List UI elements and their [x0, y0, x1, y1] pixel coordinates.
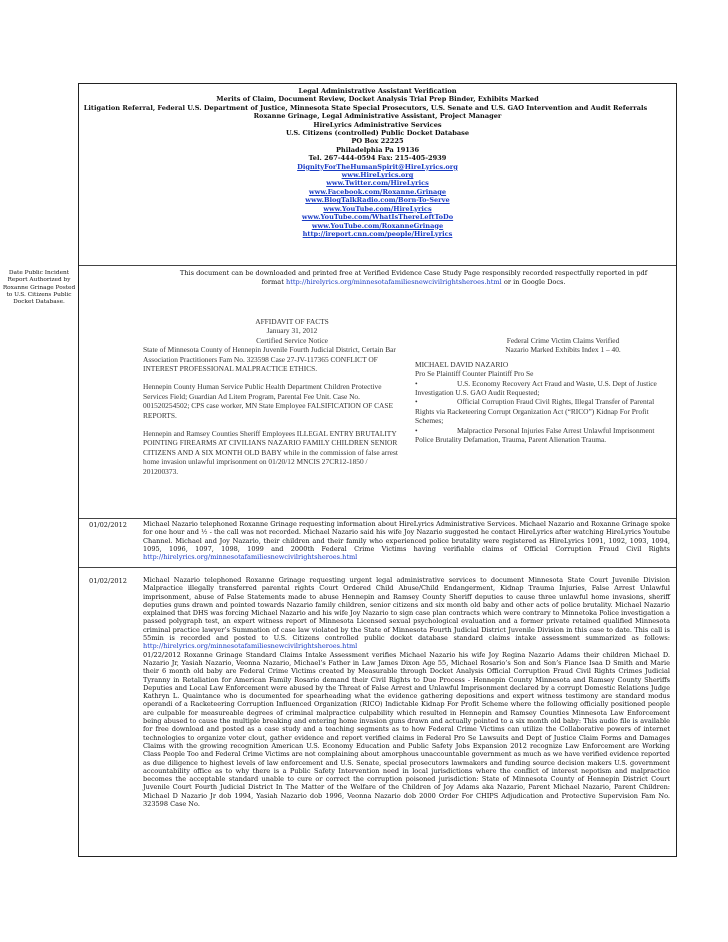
header-line: Litigation Referral, Federal U.S. Department of Justice, Minnesota State Special Prosecutors, U.S. Senate and U.S. GAO Intervention and Audit Referrals — [83, 103, 648, 112]
youtube-link[interactable]: www.YouTube.com/HireLyrics — [323, 204, 432, 213]
website-link[interactable]: www.HireLyrics.org — [341, 171, 414, 180]
header-line: Tel. 267-444-0594 Fax: 215-405-2939 — [308, 154, 447, 163]
claims-subtitle: Nazario Marked Exhibits Index 1 – 40. — [505, 345, 621, 355]
plaintiff-name: MICHAEL DAVID NAZARIO — [415, 359, 509, 369]
cnn-ireport-link[interactable]: http://ireport.cnn.com/people/HireLyrics — [302, 229, 453, 238]
divider — [79, 518, 676, 519]
entry-date: 01/02/2012 — [89, 577, 128, 585]
entry-link[interactable]: http://hirelyrics.org/minnesotafamiliesnewcivilrightsheroes.html — [143, 642, 358, 651]
entry-text: Michael Nazario telephoned Roxanne Grinage requesting urgent legal administrative services to document Minnesota State Court Juvenile Division Malpractice illegally transferred parental rights Court Ordered Child Abuse/Child Endangerment, Kidnap Trauma Injuries, False Arrest Unlawful imprisonment, abuse of False Statements made to abuse Hennepin and Ramsey County Sheriff deputies to cause three unlawful home invasions, sheriff deputies guns drawn and pointed towards Nazario family children, senior citizens and six month old baby and other acts of police brutality. Michael Nazario explained that DHS was forcing Michael Nazario and his wife Joy Nazario to sign case plan contracts which were contrary to Minnetoka Police investigation a passed polygraph test, an expert witness report of Minnesota Licensed sexual psychological evaluation and a former private retained qualified Minnesota criminal practice lawyer’s Summation of case law violated by the State of Minnesota Fourth Judicial District Juvenile Division in this case to date. This call is 55min is recorded and posted to U.S. Citizens controlled public docket database standard claims intake assessment summarized as follows: — [143, 576, 670, 643]
claim-bullet: • U.S. Economy Recovery Act Fraud and Waste, U.S. Dept of Justice Investigation U.S. GAO Audit Requested; — [415, 378, 657, 398]
log-entry — [143, 576, 670, 808]
entry-text: 01/22/2012 Roxanne Grinage Standard Claims Intake Assessment verifies Michael Nazario his wife Joy Regina Nazario Adams their children Michael D. Nazario Jr, Yasiah Nazario, Veonna Nazario, Michael’s Father in Law James Dixon Age 55, Michael Rosario’s Son and Son’s Fiance Isaa D Smith and Marie their 6 month old baby are Federal Crime Victims created by Measurable through Docket Analysis Official Corruption Fraud Civil Rights Crimes Judicial Tyranny in Retaliation for American Family Rosario demand their Civil Rights to Due Process - Hennepin County Minnesota and Ramsey County Sheriffs Deputies and Local Law Enforcement were abused by the Threat of False Arrest and Unlawful Imprisonment declared by a corrupt Domestic Relations Judge Kathryn L. Quaintance who is documented for spearheading what the evidence gathering depositions and expert witness testimony are standard modus operandi of a Racketeering Corruption Influenced Organization (RICO) Indictable Kidnap For Profit Scheme where the following officially positioned people are culpable for measureable degrees of criminal malpractice culpability which resulted in Hennepin and Ramsey Counties Minnesota Law Enforcement being abused to cause the multiple breaking and entering home invasion guns drawn and actually pointed to a six month old baby: This audio file is available for free download and posted as a case study and a teaching segments as to how Federal Crime Victims can utilize the Collaborative powers of internet technologies to organize voter clout, gather evidence and report verified claims in Federal Pro Se Lawsuits and Dept of Justice Claim Forms and Damages Claims with the growing recognition American U.S. Economy Education and Public Safety Jobs Expansion 2012 recognize Law Enforcement are Working Class People Too and Federal Crime Victims are not complaining about amorphous unaccountable government as much as we have verified evidence reported as due diligence to highest levels of law enforcement and U.S. Senate, special prosecutors lawmakers and funding source decision makers U.S. government accountability office as to why there is a Public Safety Intervention need in local jurisdictions where the conflict of interest nepotism and malpractice becomes the acceptable standard unable to cure or correct the corruption poisoned jurisdiction: State of Minnesota County of Hennepin District Court Juvenile Court Fourth Judicial District In The Matter of the Welfare of the Children of Joy Adams aka Nazario, Parent Michael Nazario, Parent Children: Michael D Nazario Jr dob 1994, Yasiah Nazario dob 1996, Veonna Nazario dob 2000 Order For CHIPS Adjudication and Protective Supervision Fam No. 323598 Case No. — [143, 650, 670, 809]
claim-bullet: • Malpractice Personal Injuries False Arrest Unlawful Imprisonment Police Brutality Defamation, Trauma, Parent Alienation Trauma. — [415, 425, 655, 445]
sidebar-note: Date Public Incident Report Authorized by Roxanne Grinage Posted to U.S. Citizens Public Docket Database. — [2, 270, 76, 306]
affidavit-left — [143, 317, 401, 476]
affidavit-title: AFFIDAVIT OF FACTS — [255, 317, 329, 326]
email-link[interactable]: DignityForTheHumanSpirit@HireLyrics.org — [297, 162, 458, 171]
entry-link[interactable]: http://hirelyrics.org/minnesotafamiliesnewcivilrightsheroes.html — [143, 553, 358, 562]
header-line: U.S. Citizens (controlled) Public Docket Database — [285, 129, 470, 138]
download-notice — [171, 269, 656, 287]
blogtalkradio-link[interactable]: www.BlogTalkRadio.com/Born-To-Serve — [305, 196, 450, 205]
plaintiff-role: Pro Se Plaintiff Counter Plaintiff Pro Se — [415, 369, 534, 379]
notice-suffix: or in Google Docs. — [501, 278, 566, 286]
affidavit-service: Certified Service Notice — [256, 335, 328, 345]
header-line: Philadelphia Pa 19136 — [335, 145, 420, 154]
twitter-link[interactable]: www.Twitter.com/HireLyrics — [326, 179, 429, 188]
divider — [79, 567, 676, 568]
entry-date: 01/02/2012 — [89, 521, 128, 529]
document-page — [2, 83, 677, 857]
notice-text: This document can be downloaded and printed free at Verified Evidence Case Study Page responsibly recorded respectfully reported in pdf format — [179, 269, 648, 286]
youtube-link[interactable]: www.YouTube.com/RoxanneGrinage — [311, 221, 444, 230]
header-line: Roxanne Grinage, Legal Administrative Assistant, Project Manager — [253, 112, 502, 121]
affidavit-paragraph: State of Minnesota County of Hennepin Juvenile Fourth Judicial District, Certain Bar Association Practitioners Fam No. 323598 Case 27-JV-117365 CONFLICT OF INTEREST PROFESSIONAL MALPRACTICE ETHICS. — [143, 345, 396, 374]
case-study-link[interactable]: http://hirelyrics.org/minnesotafamiliesnewcivilrightsheroes.html — [285, 278, 502, 286]
claims-title: Federal Crime Victim Claims Verified — [506, 336, 620, 345]
affidavit-paragraph: Hennepin County Human Service Public Health Department Children Protective Services Field; Guardian Ad Litem Program, Parental Fee Unit. Case No. 001520254502; CPS case worker, MN State Employee FALSIFICATION OF CASE REPORTS. — [143, 382, 394, 420]
log-entry — [143, 520, 670, 561]
claim-bullet: • Official Corruption Fraud Civil Rights, Illegal Transfer of Parental Rights via Racketeering Corrupt Organization Act (“RICO”) Kidnap For Profit Schemes; — [415, 397, 655, 426]
affidavit-date: January 31, 2012 — [266, 326, 318, 336]
divider — [79, 265, 676, 266]
letterhead — [79, 84, 676, 238]
affidavit-paragraph: Hennepin and Ramsey Counties Sheriff Employees ILLEGAL ENTRY BRUTALITY POINTING FIREARMS AT CIVILIANS NAZARIO FAMILY CHILDREN SENIOR CITIZENS AND A SIX MONTH OLD BABY while in the commission of false arrest home invasion unlawful imprisonment on 01/20/12 MNCIS 27CR12-1850 / 201200373. — [143, 429, 398, 476]
header-line: HireLyrics Administrative Services — [313, 120, 442, 129]
affidavit-right — [415, 336, 671, 444]
facebook-link[interactable]: www.Facebook.com/Roxanne.Grinage — [308, 187, 447, 196]
entry-text: Michael Nazario telephoned Roxanne Grinage requesting information about HireLyrics Administrative Services. Michael Nazario and Roxanne Grinage spoke for one hour and ½ - the call was not recorded. Michael Nazario said his wife Joy Nazario suggested he contact HireLyrics after watching HireLyrics Youtube Channel. Michael and Joy Nazario, their children and their family who experienced police brutality were registered as HireLyrics 1091, 1092, 1093, 1094, 1095, 1096, 1097, 1098, 1099 and 2000th Federal Crime Victims having verifiable claims of Official Corruption Fraud Civil Rights — [143, 520, 670, 553]
youtube-link[interactable]: www.YouTube.com/WhatIsThereLeftToDo — [301, 213, 454, 222]
header-line: PO Box 22225 — [351, 137, 404, 146]
header-line: Legal Administrative Assistant Verification — [298, 87, 457, 95]
header-line: Merits of Claim, Document Review, Docket Analysis Trial Prep Binder, Exhibits Marked — [216, 95, 539, 104]
